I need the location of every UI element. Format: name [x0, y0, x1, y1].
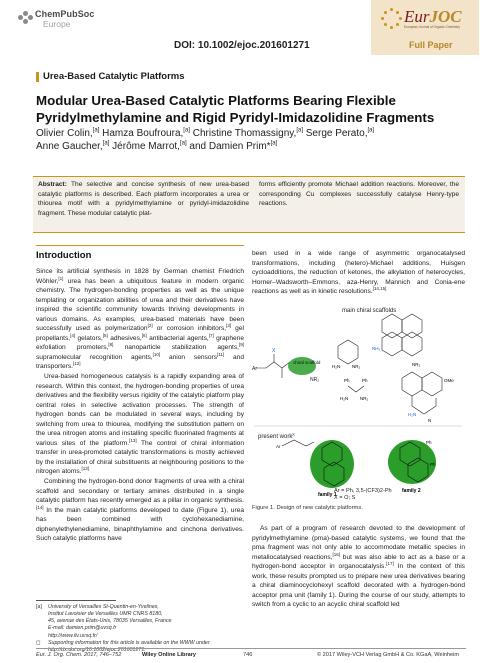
family2-blob: [388, 440, 436, 484]
footnote-supporting: ◻ Supporting information for this article is available on the WWW under http://dx.doi.org/10.1002/ejoc.201601271.: [36, 639, 210, 653]
paragraph: Combining the hydrogen-bond donor fragments of urea with a chiral scaffold and secondary or tertiary amines distributed in a single catalytic platform has recently emerged as a pillar in organic synthesis.[14] In the main catalytic platforms developed to date (Figure 1), urea has been combined with cyclohexanediamine, diphenylethylenediamine, binaphthylamine and cinchona derivatives. Such catalytic platforms have: [36, 478, 244, 543]
star-icon: [380, 8, 402, 30]
email-link[interactable]: E-mail: damien.prim@uvsq.fr: [48, 625, 117, 632]
author: Serge Perato,: [305, 128, 368, 139]
section-bar: [36, 72, 39, 82]
footnotes: [36, 604, 246, 654]
family2-label: family 2: [402, 488, 421, 494]
footnote-rule: [36, 600, 116, 601]
family1-label: family 1: [318, 492, 337, 498]
body-column-right-bottom: [252, 524, 465, 610]
author-list: Olivier Colin,[a] Hamza Boufroura,[a] Christine Thomassigny,[a] Serge Perato,[a] Anne Gaucher,[a] Jérôme Marrot,[a] and Damien Prim*[a]: [36, 127, 375, 152]
paper-title: Modular Urea-Based Catalytic Platforms Bearing Flexible Pyridylmethylamine and Rigid Pyridyl-Imidazolidine Fragments: [36, 93, 435, 126]
figure-label-top: main chiral scaffolds: [342, 308, 397, 314]
author: Hamza Boufroura,: [102, 128, 184, 139]
page-number: 746: [243, 652, 253, 658]
paragraph: Urea-based homogeneous catalysis is a rapidly expanding area of research. Within this context, the hydrogen-bonding properties of urea derivatives and the flexibility versus rigidity of the catalytic platform play central roles in selective activation processes. The strength of hydrogen bonds can be modulated in several ways, including by switching from urea to thiourea, modifying the substitution pattern on the urea nitrogen atoms and installing specific fluorinated fragments at various sites of the platform.[13] The control of chiral information transfer in urea-promoted catalytic transformations is mostly achieved by the installation of chiral substituents at neighbouring positions to the nitrogen atoms.[13]: [36, 373, 244, 476]
abstract-label: Abstract:: [38, 181, 67, 188]
svg-text:N: N: [428, 418, 432, 423]
svg-text:NR₂: NR₂: [310, 377, 320, 383]
svg-text:Ph: Ph: [426, 440, 432, 445]
svg-text:X: X: [292, 432, 296, 437]
author: and Damien Prim*: [189, 141, 271, 152]
intro-heading: Introduction: [36, 250, 92, 261]
supporting-info-icon: ◻: [36, 639, 41, 646]
svg-text:NR₂: NR₂: [352, 364, 361, 369]
paragraph: been used in a wide range of asymmetric organocatalysed transformations, including (hetero)-Michael additions, Huisgen cycloadditions, the reduction of ketones, the alkylation of heterocycles, Horner–Wadsworth–Emmons, aza-Henry, Mannich and Conia-ene reactions as well as in kinetic resolutions.[14,15]: [252, 250, 465, 296]
doi[interactable]: DOI: 10.1002/ejoc.201601271: [174, 40, 310, 51]
abstract-right: forms efficiently promote Michael addition reactions. Moreover, the corresponding Cu complexes successfully catalyse Henry-type reactions.: [259, 181, 459, 208]
author: Christine Thomassigny,: [192, 128, 297, 139]
supporting-info-link[interactable]: http://dx.doi.org/10.1002/ejoc.201601271.: [48, 646, 146, 653]
svg-text:NR₂: NR₂: [412, 362, 421, 367]
paragraph: As part of a program of research devoted to the development of pyridylmethylamine (pma)-based catalytic systems, we found that the pma fragment was not only able to accommodate metallic species in metallocatalysed reactions,[16] but was also able to act as a base or a hydrogen-bond acceptor in organocatalysis.[17] In the context of this work, these results prompted us to prepare new urea derivatives bearing a chiral diaminocyclohexyl scaffold decorated with a hydrogen-bond acceptor pma unit (family 1). During the course of our study, attempts to switch from a cyclic to an acyclic chiral scaffold led: [252, 525, 465, 609]
journal-logo-eur: Eur: [404, 7, 430, 26]
footnote-affiliation: [a] University of Versailles St-Quentin-en-Yvelines, Institut Lavoisier de Versailles UMR CNRS 8180, 45, avenue des États-Unis, 78035 Versailles, France E-mail: damien.prim@uvsq.fr http://www.ilv.uvsq.fr/: [36, 604, 172, 639]
author: Anne Gaucher,: [36, 141, 103, 152]
intro-rule: [36, 245, 244, 246]
svg-text:OMe: OMe: [444, 378, 454, 383]
journal-full-name: European Journal of Organic Chemistry: [404, 25, 460, 29]
body-column-left: [36, 267, 244, 544]
figure-legend: [334, 488, 392, 503]
svg-text:Ph: Ph: [430, 462, 436, 467]
svg-text:H₂N: H₂N: [340, 396, 349, 401]
svg-text:NH₂: NH₂: [372, 346, 381, 351]
svg-text:H₂N: H₂N: [408, 412, 417, 417]
svg-text:chiral scaffold: chiral scaffold: [293, 360, 321, 365]
author: Jérôme Marrot,: [112, 141, 180, 152]
figure-caption: Figure 1. Design of new catalytic platforms.: [252, 505, 363, 511]
svg-text:H₂N: H₂N: [332, 364, 341, 369]
abstract-text-left: The selective and concise synthesis of new urea-based catalytic platforms is described. Each platform incorporates a urea or thiourea motif with a pyridylmethylamine or pyridyl-imidazolidine fragment. These modular catalytic plat-: [38, 181, 250, 217]
section-label: [36, 71, 185, 82]
section-text: Urea-Based Catalytic Platforms: [43, 71, 185, 82]
svg-text:Ar: Ar: [252, 366, 257, 372]
footer-wiley-online-library[interactable]: Wiley Online Library: [142, 652, 197, 658]
family1-blob: [310, 440, 354, 488]
footer-journal: Eur. J. Org. Chem. 2017, 746–752: [36, 652, 122, 658]
journal-logo-joc: JOC: [429, 7, 462, 26]
footer-copyright: © 2017 Wiley-VCH Verlag GmbH & Co. KGaA, Weinheim: [317, 652, 460, 658]
svg-text:Ar: Ar: [276, 444, 281, 449]
footer-rule: [36, 648, 466, 649]
publisher-name: ChemPubSoc: [35, 9, 95, 19]
svg-text:NR₂: NR₂: [360, 396, 369, 401]
svg-text:X: X: [272, 348, 276, 354]
paragraph: Since its artificial synthesis in 1828 by German chemist Friedrich Wöhler,[1] urea has been a ubiquitous feature in modern organic chemistry. The hydrogen-bonding properties as well as the unique templating or organization abilities of urea and their derivatives have inspired the scientific community towards thriving developments in various domains. As examples, urea-based materials have been successfully used as polymerization[2] or corrosion inhibitors,[3] gel propellants,[4] gelators,[5] adhesives,[6] antibacterial agents,[7] graphene exfoliation promoters,[8] nanoparticle stabilization agents,[9] supramolecular recognition agents,[10] anion sensors[11] and transporters.[12]: [36, 268, 244, 371]
svg-text:Ph: Ph: [344, 378, 350, 383]
present-work-label: present work: [258, 434, 293, 440]
chempubsoc-logo: [18, 10, 95, 29]
article-type: Full Paper: [409, 40, 453, 50]
publisher-region: Europe: [43, 19, 71, 29]
ar-definition-text: Ar = Ph, 3,5-(CF3)2-Ph: [334, 488, 392, 494]
author: Olivier Colin,: [36, 128, 93, 139]
website-link[interactable]: http://www.ilv.uvsq.fr/: [48, 632, 98, 639]
abstract-left: [38, 180, 249, 218]
svg-text:Ph: Ph: [362, 378, 368, 383]
x-definition-text: X = O; S: [334, 495, 356, 502]
chempubsoc-dots-icon: [18, 11, 32, 25]
body-column-right-top: [252, 249, 465, 297]
figure-1: [252, 306, 465, 501]
